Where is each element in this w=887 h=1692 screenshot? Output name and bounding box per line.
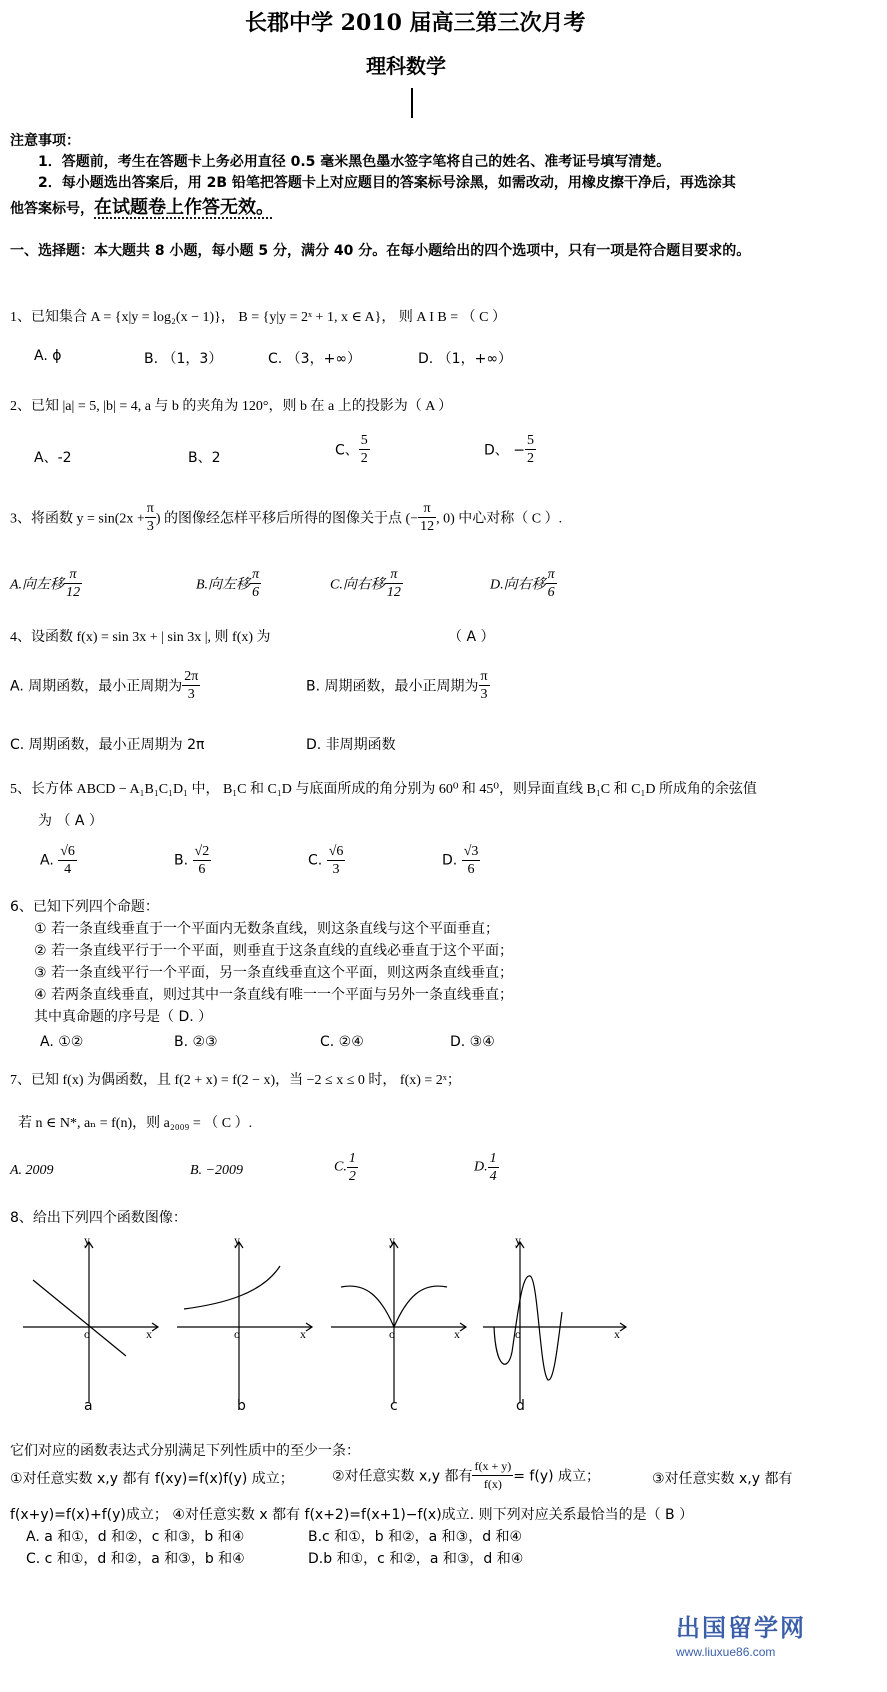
q6-proposition-4: ④ 若两条直线垂直，则过其中一条直线有唯一一个平面与另外一条直线垂直；: [34, 987, 513, 1003]
graph-a-x-label: x: [146, 1327, 152, 1341]
q5-a-fraction: [58, 843, 77, 878]
q3-option-a: [10, 566, 82, 601]
q4-a-num: 2π: [184, 669, 199, 684]
q3-three: 3: [146, 519, 154, 534]
q3-b-num: π: [252, 567, 260, 582]
q5-b-label: B.: [174, 852, 189, 869]
q1-option-d: D. （1，+∞）: [418, 351, 512, 367]
graph-label-c: c: [390, 1398, 398, 1414]
q7-option-c: [334, 1150, 358, 1185]
graph-d-origin: o: [515, 1327, 521, 1341]
q2-d-num: 5: [526, 433, 534, 448]
q2-option-d: [484, 432, 536, 467]
q2-c-den: 2: [360, 451, 368, 466]
q8-prop-1: ①对任意实数 x,y 都有 f(xy)=f(x)f(y) 成立；: [10, 1471, 294, 1487]
q5-c-num: √6: [328, 844, 344, 859]
q8-prop2-post: = f(y) 成立；: [513, 1468, 601, 1485]
q5-stem-2: 为 （ A ）: [38, 813, 103, 829]
q3-pi: π: [146, 501, 154, 516]
q7-d-den: 4: [489, 1169, 497, 1184]
q3-pi-over-12: [418, 500, 436, 535]
q4-b-num: π: [480, 669, 488, 684]
q8-option-c: C. c 和①，d 和②，a 和③，b 和④: [26, 1551, 245, 1567]
q3-stem-post: , 0) 中心对称（ C ）.: [436, 511, 563, 527]
q1-option-a: A. ϕ: [34, 348, 62, 364]
notes-item-2-tail: 他答案标号，: [10, 201, 94, 217]
q4-answer: （ A ）: [448, 629, 495, 645]
q6-option-b: B. ②③: [174, 1034, 218, 1050]
q4-b-label: B. 周期函数，最小正周期为: [306, 678, 479, 695]
q3-option-d: [490, 566, 557, 601]
graph-label-b: b: [237, 1398, 246, 1414]
q5-stem: 5、长方体 ABCD − A₁B₁C₁D₁ 中， B₁C 和 C₁D 与底面所成的角分别为 60⁰ 和 45⁰，则异面直线 B₁C 和 C₁D 所成角的余弦值: [10, 782, 757, 797]
q8-prop2-fraction: [472, 1458, 513, 1493]
q5-c-fraction: [327, 843, 346, 878]
q5-c-label: C.: [308, 852, 323, 869]
q3-a-fraction: [64, 566, 82, 601]
q2-option-c: [335, 432, 370, 467]
q5-option-c: [308, 843, 345, 878]
q3-twelve: 12: [420, 519, 435, 534]
q4-a-fraction: [182, 668, 200, 703]
graph-d: [478, 1232, 638, 1412]
q6-proposition-3: ③ 若一条直线平行一个平面，另一条直线垂直这个平面，则这两条直线垂直；: [34, 965, 513, 981]
q5-d-den: 6: [467, 862, 475, 877]
graph-b-origin: o: [234, 1327, 240, 1341]
q7-c-num: 1: [348, 1151, 356, 1166]
q6-proposition-2: ② 若一条直线平行于一个平面，则垂直于这条直线的直线必垂直于这个平面；: [34, 943, 513, 959]
q7-stem-2: 若 n ∈ N*, aₙ = f(n)，则 a₂₀₀₉ = （ C ）.: [18, 1116, 253, 1131]
q5-a-label: A.: [40, 852, 54, 869]
q7-d-fraction: [488, 1150, 499, 1185]
graph-c-y-label: y: [389, 1233, 395, 1247]
q8-stem: 8、给出下列四个函数图像：: [10, 1210, 187, 1226]
watermark-cn: 出国留学网: [676, 1615, 806, 1642]
q2-d-den: 2: [526, 451, 534, 466]
graph-d-curve: [494, 1276, 562, 1380]
graph-c: [326, 1232, 476, 1412]
q3-b-label: B.向左移: [196, 577, 251, 593]
q7-option-d: [474, 1150, 499, 1185]
q2-option-a: A、-2: [34, 450, 72, 466]
q5-d-fraction: [462, 843, 481, 878]
notes-item-2: 2．每小题选出答案后，用 2B 铅笔把答题卡上对应题目的答案标号涂黑，如需改动，用橡皮擦干净后，再选涂其: [38, 175, 736, 191]
q3-a-num: π: [64, 566, 82, 584]
q8-text-1: 它们对应的函数表达式分别满足下列性质中的至少一条：: [10, 1443, 360, 1459]
q3-pi-over-3: [145, 500, 156, 535]
q2-d-label: D、 −: [484, 442, 525, 459]
q3-d-den: 6: [547, 585, 555, 600]
q4-stem: 4、设函数 f(x) = sin 3x + | sin 3x |, 则 f(x) 为: [10, 630, 271, 645]
watermark-url: www.liuxue86.com: [676, 1645, 776, 1659]
q4-a-den: 3: [187, 687, 195, 702]
q5-a-den: 4: [64, 862, 72, 877]
graph-a: [18, 1232, 168, 1412]
q6-ask: 其中真命题的序号是（ D. ）: [34, 1009, 213, 1025]
graph-a-y-label: y: [84, 1233, 90, 1247]
q8-prop2-num: f(x + y): [472, 1458, 513, 1476]
q4-b-den: 3: [480, 687, 488, 702]
q2-d-fraction: [525, 432, 536, 467]
q6-proposition-1: ① 若一条直线垂直于一个平面内无数条直线，则这条直线与这个平面垂直；: [34, 921, 499, 937]
graph-label-a: a: [84, 1398, 93, 1414]
q5-d-label: D.: [442, 852, 458, 869]
q1-stem: 1、已知集合 A = {x|y = log₂(x − 1)}， B = {y|y = 2ˣ + 1, x ∈ A}， 则 A I B = （ C ）: [10, 310, 506, 325]
q4-option-a: [10, 668, 200, 703]
graph-label-d: d: [516, 1398, 525, 1414]
q3-a-den: 12: [66, 585, 81, 600]
q6-option-d: D. ③④: [450, 1034, 495, 1050]
q8-prop-3: ③对任意实数 x,y 都有: [652, 1471, 793, 1487]
q3-stem: [10, 500, 562, 535]
graph-b: [172, 1232, 322, 1412]
q5-c-den: 3: [332, 862, 340, 877]
q3-option-c: [330, 566, 403, 601]
q7-c-den: 2: [348, 1169, 356, 1184]
q8-option-b: B.c 和①，b 和②，a 和③，d 和④: [308, 1529, 523, 1545]
q3-pi-2: π: [418, 500, 436, 518]
q3-c-fraction: [385, 566, 403, 601]
graph-a-curve: [33, 1280, 126, 1356]
q1-option-c: C. （3，+∞）: [268, 351, 361, 367]
q8-prop-2: [332, 1458, 600, 1493]
q4-a-label: A. 周期函数，最小正周期为: [10, 678, 183, 695]
q3-stem-pre: 3、将函数 y = sin(2x +: [10, 511, 145, 527]
q6-option-c: C. ②④: [320, 1034, 364, 1050]
notes-emphasis: 在试题卷上作答无效。: [94, 197, 274, 218]
q3-d-num: π: [547, 567, 555, 582]
q7-d-label: D.: [474, 1159, 488, 1175]
q5-option-b: [174, 843, 211, 878]
q5-option-d: [442, 843, 480, 878]
q3-b-fraction: [250, 566, 261, 601]
q4-b-fraction: [479, 668, 490, 703]
q4-option-b: [306, 668, 490, 703]
q4-option-c: C. 周期函数，最小正周期为 2π: [10, 737, 205, 753]
q1-option-b: B. （1，3）: [144, 351, 223, 367]
graph-d-y-label: y: [515, 1233, 521, 1247]
q8-prop2-pre: ②对任意实数 x,y 都有: [332, 1468, 473, 1485]
q3-c-den: 12: [386, 585, 401, 600]
q8-option-a: A. a 和①，d 和②，c 和③，b 和④: [26, 1529, 245, 1545]
notes-item-1: 1．答题前，考生在答题卡上务必用直径 0.5 毫米黑色墨水签字笔将自己的姓名、准考证号填写清楚。: [38, 154, 671, 170]
q2-c-num: 5: [360, 433, 368, 448]
graph-d-x-label: x: [614, 1327, 620, 1341]
q2-c-fraction: [359, 432, 370, 467]
q5-b-den: 6: [198, 862, 206, 877]
q7-option-a: A. 2009: [10, 1163, 54, 1178]
q5-b-num: √2: [194, 844, 210, 859]
q5-d-num: √3: [463, 844, 479, 859]
q7-stem: 7、已知 f(x) 为偶函数，且 f(2 + x) = f(2 − x)，当 −2 ≤ x ≤ 0 时， f(x) = 2ˣ；: [10, 1073, 461, 1088]
graph-c-origin: o: [389, 1327, 395, 1341]
notes-heading: 注意事项：: [10, 133, 80, 149]
q6-stem: 6、已知下列四个命题：: [10, 899, 159, 915]
q3-c-label: C.向右移: [330, 577, 385, 593]
q7-d-num: 1: [489, 1151, 497, 1166]
q8-prop-3-4: f(x+y)=f(x)+f(y)成立； ④对任意实数 x 都有 f(x+2)=f(x+1)−f(x)成立. 则下列对应关系最恰当的是（ B ）: [10, 1507, 694, 1523]
graph-a-origin: o: [84, 1327, 90, 1341]
graph-b-x-label: x: [300, 1327, 306, 1341]
watermark-logo: [676, 1608, 806, 1659]
graph-c-x-label: x: [454, 1327, 460, 1341]
q7-option-b: B. −2009: [190, 1163, 243, 1178]
q3-stem-mid: ) 的图像经怎样平移后所得的图像关于点 (−: [155, 511, 419, 527]
q3-a-label: A.向左移: [10, 577, 65, 593]
q7-c-label: C.: [334, 1159, 347, 1175]
q6-option-a: A. ①②: [40, 1034, 84, 1050]
q3-d-fraction: [546, 566, 557, 601]
q4-option-d: D. 非周期函数: [306, 737, 396, 753]
q2-stem: 2、已知 |a| = 5, |b| = 4, a 与 b 的夹角为 120°，则 b 在 a 上的投影为（ A ）: [10, 399, 453, 414]
graph-b-y-label: y: [234, 1233, 240, 1247]
q2-option-b: B、2: [188, 450, 221, 466]
section-heading: 一、选择题：本大题共 8 小题，每小题 5 分，满分 40 分。在每小题给出的四个选项中，只有一项是符合题目要求的。: [10, 243, 751, 259]
q3-b-den: 6: [252, 585, 260, 600]
q2-c-label: C、: [335, 442, 359, 459]
q3-option-b: [196, 566, 261, 601]
page-subtitle: 理科数学: [366, 54, 446, 78]
q5-b-fraction: [193, 843, 212, 878]
q5-option-a: [40, 843, 77, 878]
q8-prop2-den: f(x): [483, 1477, 502, 1491]
q7-c-fraction: [347, 1150, 358, 1185]
q8-option-d: D.b 和①，c 和②，a 和③，d 和④: [308, 1551, 524, 1567]
q3-c-num: π: [385, 566, 403, 584]
page-title: 长郡中学 2010 届高三第三次月考: [245, 10, 586, 36]
q5-a-num: √6: [60, 844, 75, 859]
notes-item-2-cont: [10, 193, 274, 219]
q3-d-label: D.向右移: [490, 577, 546, 593]
graph-b-curve: [184, 1266, 280, 1309]
text-cursor: [411, 88, 413, 118]
